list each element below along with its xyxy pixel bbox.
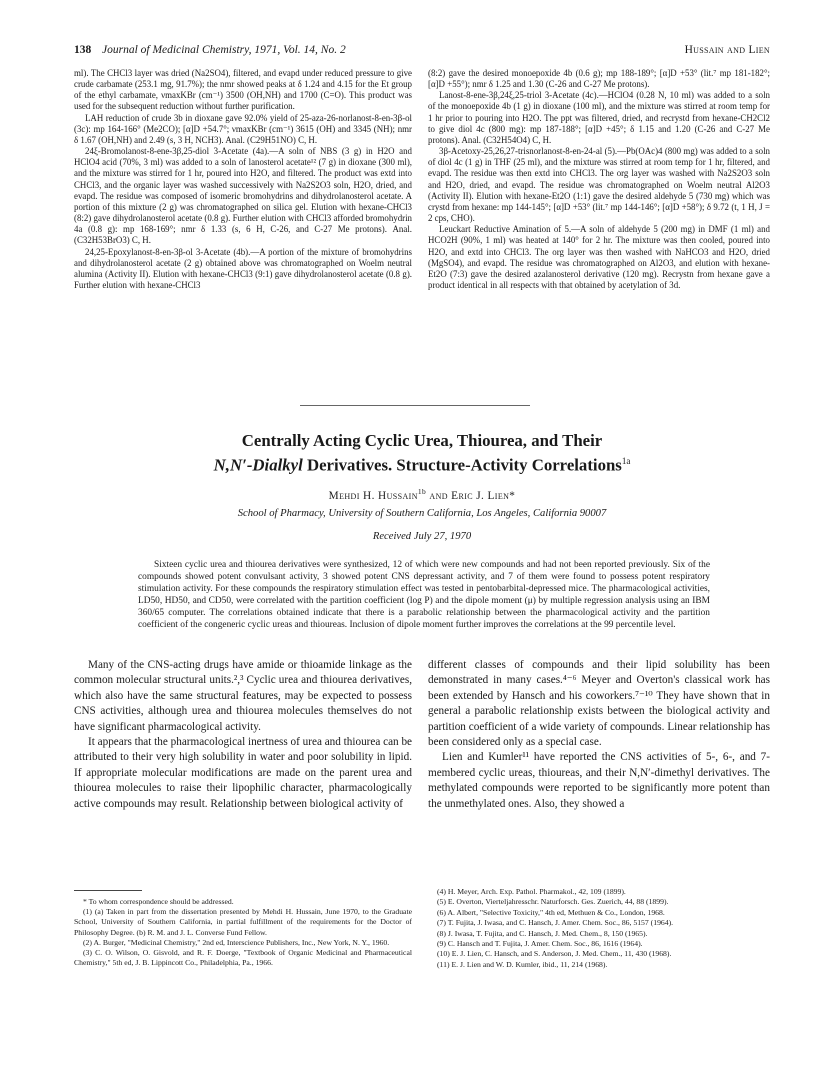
received-date: Received July 27, 1970 [372,531,472,542]
affiliation: School of Pharmacy, University of Southern California, Los Angeles, California 90007 [237,508,607,519]
paragraph: Many of the CNS-acting drugs have amide or thioamide linkage as the common molecular structural units.²,³ Cyclic urea and thiourea derivatives, which also have the same structural features, may be expected to possess CNS activities, although urea and thiourea molecules themselves do not have significant pharmacological activity. [74,659,412,733]
experimental-column-right [428,68,770,291]
page-number: 138 [74,44,92,56]
footnote: (2) A. Burger, "Medicinal Chemistry," 2nd ed, Interscience Publishers, Inc., New York, N. Y., 1960. [83,937,390,947]
footnote-rule [74,890,142,891]
section-divider [300,405,530,406]
paragraph: 24,25-Epoxylanost-8-en-3β-ol 3-Acetate (4b).—A portion of the mixture of bromohydrins and dihydrolanosterol acetate (2 g) obtained above was chromatographed on Woelm neutral alumina (Activity II). Elution with hexane-CHCl3 (9:1) gave dihydrolanosterol acetate (0.8 g). Further elution with hexane-CHCl3 [74,246,412,290]
paragraph: 3β-Acetoxy-25,26,27-trisnorlanost-8-en-24-al (5).—Pb(OAc)4 (800 mg) was added to a soln of diol 4c (1 g) in THF (25 ml), and the mixture was stirred at room temp for 1 hr, filtered, and evapd. The residue was then extd into CHCl3. The org layer was washed with Na2S2O3 soln and H2O, dried, and evapd. The residue was chromatographed on Woelm neutral Al2O3 (Activity II). Elution with hexane-Et2O (1:1) gave the desired aldehyde 5 (730 mg) which was crystd from hexane: mp 144-145°; [α]D +53° (lit.⁷ mp 144-146°; [α]D +58°); δ 9.72 (t, 1 H, J = 2 cps, CHO). [428,146,770,224]
running-authors: Hussain and Lien [684,44,770,56]
footnote: (1) (a) Taken in part from the dissertation presented by Mehdi H. Hussain, June 1970, to the Graduate School, University of Southern California, in partial fulfillment of the requirements for the Doctor of Philosophy Degree. (b) R. M. and J. L. Converse Fund Fellow. [74,907,412,937]
author-footnote-mark: 1b [417,487,427,496]
experimental-column-left [74,68,412,291]
title-italic-part: N,N′-Dialkyl [213,455,303,475]
footnote: (8) J. Iwasa, T. Fujita, and C. Hansch, J. Med. Chem., 8, 150 (1965). [437,928,648,938]
footnote: (11) E. J. Lien and W. D. Kumler, ibid., 11, 214 (1968). [437,959,608,969]
paragraph: Lien and Kumler¹¹ have reported the CNS activities of 5-, 6-, and 7-membered cyclic ureas, thioureas, and their N,N′-dimethyl derivatives. The methylated compounds were reported to be significantly more potent than the unmethylated ones. Also, they showed a [428,751,770,810]
footnote: (3) C. O. Wilson, O. Gisvold, and R. F. Doerge, "Textbook of Organic Medicinal and Pharmaceutical Chemistry," 5th ed, J. B. Lippincott Co., Philadelphia, Pa., 1966. [74,948,412,968]
paragraph: 24ξ-Bromolanost-8-ene-3β,25-diol 3-Acetate (4a).—A soln of NBS (3 g) in H2O and HClO4 acid (70%, 3 ml) was added to a soln of lanosterol acetate¹² (7 g) in dioxane (300 ml), and the mixture was stirred for 1 hr, poured into H2O, and filtered. The product was extd into CHCl3, and the organic layer was washed successively with Na2S2O3 soln, H2O, dried, and evapd. The residue was composed of isomeric bromohydrins and dihydrolanosterol acetate. A portion of this mixture (2 g) was chromatographed on silica gel. Elution with hexane-CHCl3 (8:2) gave dihydrolanosterol acetate (0.8 g). Further elution with CHCl3 afforded bromohydrin 4a (0.8 g): mp 168-169°; nmr δ 1.33 (s, 6 H, C-26, and C-27 Me protons). Anal. (C32H53BrO3) C, H. [74,146,412,246]
article-authors [74,487,770,502]
footnote: * To whom correspondence should be addressed. [83,897,234,906]
footnotes-left [74,897,412,968]
body-column-right [428,658,770,812]
paragraph: LAH reduction of crude 3b in dioxane gave 92.0% yield of 25-aza-26-norlanost-8-en-3β-ol (3c): mp 164-166° (Me2CO); [α]D +54.7°; νmaxKBr (cm⁻¹) 3615 (OH) and 3345 (NH); nmr δ 1.67 (OH,NH) and 2.49 (s, 3 H, NCH3). Anal. (C29H51NO) C, H. [74,112,412,145]
footnote: (9) C. Hansch and T. Fujita, J. Amer. Chem. Soc., 86, 1616 (1964). [437,939,643,949]
footnote: (7) T. Fujita, J. Iwasa, and C. Hansch, J. Amer. Chem. Soc., 86, 5157 (1964). [437,918,674,928]
title-line-1: Centrally Acting Cyclic Urea, Thiourea, and Their [241,431,603,450]
author-2: and Eric J. Lien* [426,489,516,502]
body-column-left [74,658,412,812]
paragraph: It appears that the pharmacological inertness of urea and thiourea can be attributed to their very high solubility in water and poor solubility in lipid. If appropriate molecular modifications are made on the parent urea and thiourea molecules to raise their lipophilic character, pharmacologically active compounds may result. Relationship between biological activity of [74,736,412,810]
footnote: (6) A. Albert, "Selective Toxicity," 4th ed, Methuen & Co., London, 1968. [437,907,665,917]
paragraph: Leuckart Reductive Amination of 5.—A soln of aldehyde 5 (200 mg) in DMF (1 ml) and HCO2H (90%, 1 ml) was heated at 140° for 2 hr. The mixture was then cooled, poured into H2O, and extd into CHCl3. The org layer was then washed with NaHCO3 and H2O, dried (MgSO4), and evapd. The residue was chromatographed on Al2O3, and elution with hexane-Et2O (7:3) gave the desired azalanosterol derivative (120 mg). Recrystn from hexane gave a product identical in all respects with that obtained by acetylation of 3d. [428,224,770,290]
paragraph: Lanost-8-ene-3β,24ξ,25-triol 3-Acetate (4c).—HClO4 (0.28 N, 10 ml) was added to a soln of the monoepoxide 4b (1 g) in dioxane (100 ml), and the mixture was stirred at room temp for 1 hr prior to pouring into H2O. The ppt was filtered, dried, and recrystd from hexane-CH2Cl2 to give diol 4c (800 mg): mp 187-188°; [α]D +45°; δ 1.15 and 1.20 (C-26 and C-27 Me protons). Anal. (C32H54O4) C, H. [428,90,770,145]
author-1: Mehdi H. Hussain [328,489,418,502]
footnotes-right [428,887,770,970]
title-footnote-mark: 1a [621,456,631,466]
footnote: (4) H. Meyer, Arch. Exp. Pathol. Pharmakol., 42, 109 (1899). [437,887,626,896]
article-title [74,430,770,476]
footnote: (10) E. J. Lien, C. Hansch, and S. Anderson, J. Med. Chem., 11, 430 (1968). [437,949,672,959]
running-header [74,44,770,58]
paragraph: different classes of compounds and their lipid solubility has been demonstrated in many cases.⁴⁻⁶ Meyer and Overton's classical work has been extended by Hansch and his coworkers.⁷⁻¹⁰ They have shown that in general a parabolic relationship exists between the biological activity and partition coefficient of a wide variety of compounds. Linear relationship has been considered only as a special case. [428,659,770,749]
title-line-2 [74,451,770,476]
paragraph: (8:2) gave the desired monoepoxide 4b (0.6 g); mp 188-189°; [α]D +53° (lit.⁷ mp 181-182°; [α]D +55°); nmr δ 1.25 and 1.30 (C-26 and C-27 Me protons). [428,68,770,90]
footnote: (5) E. Overton, Vierteljahresschr. Naturforsch. Ges. Zuerich, 44, 88 (1899). [437,897,669,907]
journal-citation: Journal of Medicinal Chemistry, 1971, Vol. 14, No. 2 [102,44,346,56]
abstract: Sixteen cyclic urea and thiourea derivatives were synthesized, 12 of which were new compounds and had not been reported previously. Six of the compounds showed potent convulsant activity, 3 showed potent CNS depressant activity, and 7 of them were found to possess potent respiratory stimulation activity. For these compounds the respiratory stimulation effect was tested in pentobarbital-depressed mice. The pharmacological activities, LD50, HD50, and CD50, were correlated with the partition coefficient (log P) and the dipole moment (μ) by multiple regression analysis using an IBM 360/65 computer. The correlations obtained indicate that there is a parabolic relationship between the pharmacological activity and the partition coefficient of the congeneric cyclic ureas and thioureas. Inclusion of dipole moment further improves the correlations at the 99 percentile level. [138,560,710,630]
title-rest: Derivatives. Structure-Activity Correlations [302,455,622,475]
paragraph: ml). The CHCl3 layer was dried (Na2SO4), filtered, and evapd under reduced pressure to give crude carbamate (253.1 mg, 91.7%); the nmr showed peaks at δ 1.24 and 4.15 for the Et group of the ethyl carbamate, νmaxKBr (cm⁻¹) 3500 (OH,NH) and 1700 (C=O). This product was used for the subsequent reduction without further purification. [74,68,412,112]
